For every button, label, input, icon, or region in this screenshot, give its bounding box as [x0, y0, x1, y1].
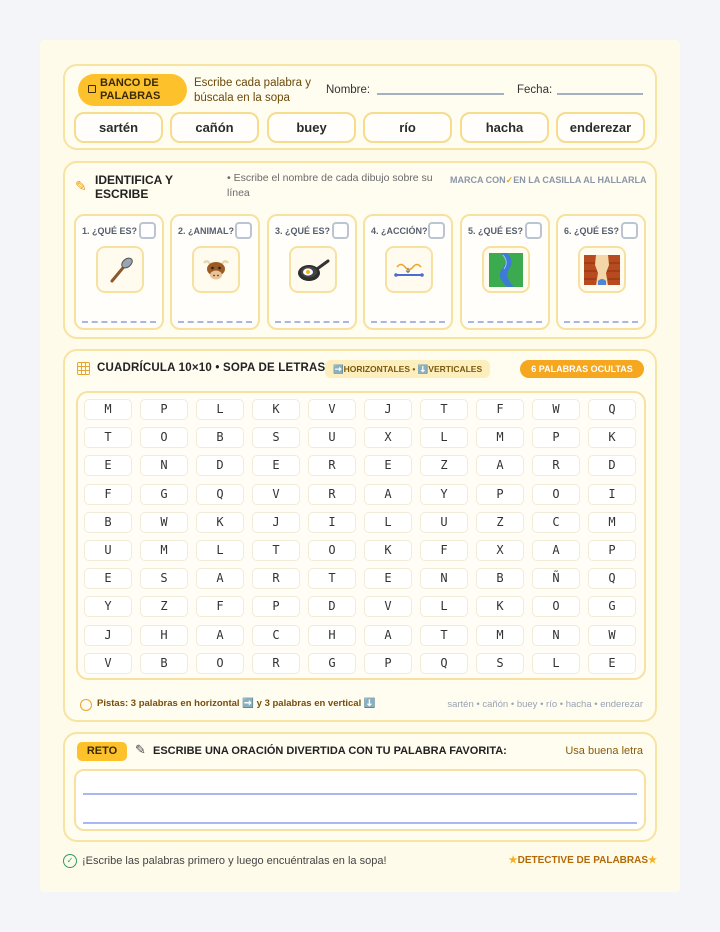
hidden-count-badge: 6 PALABRAS OCULTAS: [520, 360, 644, 378]
grid-cell[interactable]: G: [588, 596, 636, 617]
grid-cell[interactable]: A: [476, 455, 524, 476]
grid-icon: [77, 362, 90, 375]
grid-cell[interactable]: V: [252, 484, 300, 505]
grid-cell[interactable]: J: [84, 625, 132, 646]
found-checkbox[interactable]: [621, 222, 638, 239]
grid-cell[interactable]: Y: [420, 484, 468, 505]
grid-cell[interactable]: Z: [476, 512, 524, 533]
grid-cell[interactable]: G: [140, 484, 188, 505]
found-checkbox[interactable]: [139, 222, 156, 239]
grid-cell[interactable]: P: [532, 427, 580, 448]
star-icon: ★: [648, 855, 657, 866]
grid-cell[interactable]: J: [252, 512, 300, 533]
grid-cell[interactable]: E: [588, 653, 636, 674]
grid-cell[interactable]: O: [196, 653, 244, 674]
answer-line[interactable]: [371, 321, 445, 323]
grid-cell[interactable]: U: [308, 427, 356, 448]
mark-instruction: MARCA CON✓EN LA CASILLA AL HALLARLA: [450, 175, 647, 185]
grid-cell[interactable]: D: [588, 455, 636, 476]
grid-cell[interactable]: K: [252, 399, 300, 420]
date-label: Fecha:: [517, 84, 553, 96]
grid-cell[interactable]: E: [364, 455, 412, 476]
grid-cell[interactable]: Y: [84, 596, 132, 617]
check-circle-icon: ✓: [63, 854, 77, 868]
grid-cell[interactable]: T: [84, 427, 132, 448]
found-checkbox[interactable]: [235, 222, 252, 239]
grid-cell[interactable]: K: [476, 596, 524, 617]
grid-cell[interactable]: R: [532, 455, 580, 476]
grid-cell[interactable]: T: [308, 568, 356, 589]
word-chip: sartén: [74, 112, 163, 143]
grid-cell[interactable]: Ñ: [532, 568, 580, 589]
found-checkbox[interactable]: [332, 222, 349, 239]
grid-cell[interactable]: S: [252, 427, 300, 448]
word-search-panel: [63, 349, 657, 722]
grid-cell[interactable]: L: [420, 427, 468, 448]
star-icon: ★: [508, 855, 518, 866]
grid-cell[interactable]: T: [420, 625, 468, 646]
grid-cell[interactable]: C: [252, 625, 300, 646]
grid-cell[interactable]: O: [308, 540, 356, 561]
frying-pan-icon: [289, 246, 337, 293]
grid-cell[interactable]: N: [140, 455, 188, 476]
footer-title: ★DETECTIVE DE PALABRAS★: [508, 855, 657, 866]
answer-line[interactable]: [178, 321, 252, 323]
grid-cell[interactable]: X: [364, 427, 412, 448]
grid-cell[interactable]: I: [308, 512, 356, 533]
grid-cell[interactable]: T: [420, 399, 468, 420]
identify-panel: [63, 161, 657, 339]
grid-cell[interactable]: E: [84, 455, 132, 476]
picture-card: [363, 214, 453, 330]
picture-card: [267, 214, 357, 330]
grid-cell[interactable]: F: [420, 540, 468, 561]
grid-cell[interactable]: N: [532, 625, 580, 646]
grid-cell[interactable]: O: [140, 427, 188, 448]
grid-cell[interactable]: F: [476, 399, 524, 420]
grid-cell[interactable]: K: [196, 512, 244, 533]
picture-card: [170, 214, 260, 330]
grid-cell[interactable]: B: [84, 512, 132, 533]
worksheet-page: [40, 40, 680, 892]
grid-cell[interactable]: S: [476, 653, 524, 674]
grid-cell[interactable]: M: [84, 399, 132, 420]
card-label: 3. ¿QUÉ ES?: [275, 226, 331, 236]
grid-cell[interactable]: F: [196, 596, 244, 617]
pencil-tag-icon: ✎: [75, 179, 87, 195]
answer-line[interactable]: [82, 321, 156, 323]
grid-cell[interactable]: P: [476, 484, 524, 505]
grid-cell[interactable]: R: [308, 455, 356, 476]
grid-cell[interactable]: D: [308, 596, 356, 617]
name-field[interactable]: [377, 93, 504, 95]
directions-badge: ➡️HORIZONTALES • ⬇️VERTICALES: [325, 360, 490, 378]
word-list: sartén • cañón • buey • río • hacha • enderezar: [447, 699, 643, 710]
grid-cell[interactable]: A: [364, 625, 412, 646]
card-label: 5. ¿QUÉ ES?: [468, 226, 524, 236]
grid-cell[interactable]: P: [588, 540, 636, 561]
grid-cell[interactable]: S: [140, 568, 188, 589]
grid-cell[interactable]: L: [364, 512, 412, 533]
grid-cell[interactable]: X: [476, 540, 524, 561]
grid-cell[interactable]: L: [420, 596, 468, 617]
word-chip: enderezar: [556, 112, 645, 143]
grid-cell[interactable]: E: [252, 455, 300, 476]
card-label: 2. ¿ANIMAL?: [178, 226, 234, 236]
grid-cell[interactable]: R: [252, 653, 300, 674]
pencil-icon: ✎: [135, 743, 146, 758]
word-bank-panel: [63, 64, 657, 150]
grid-cell[interactable]: H: [140, 625, 188, 646]
grid-cell[interactable]: C: [532, 512, 580, 533]
word-search-title: CUADRÍCULA 10×10 • SOPA DE LETRAS: [97, 362, 326, 374]
grid-cell[interactable]: Q: [420, 653, 468, 674]
grid-cell[interactable]: W: [532, 399, 580, 420]
answer-line[interactable]: [564, 321, 638, 323]
grid-cell[interactable]: A: [196, 568, 244, 589]
picture-card: [460, 214, 550, 330]
grid-cell[interactable]: D: [196, 455, 244, 476]
word-chip: río: [363, 112, 452, 143]
challenge-hint: Usa buena letra: [565, 745, 643, 757]
challenge-title: ESCRIBE UNA ORACIÓN DIVERTIDA CON TU PALABRA FAVORITA:: [153, 745, 507, 757]
grid-cell[interactable]: I: [588, 484, 636, 505]
grid-cell[interactable]: A: [364, 484, 412, 505]
check-icon: ✓: [505, 175, 514, 185]
footer-message: ¡Escribe las palabras primero y luego encuéntralas en la sopa!: [82, 855, 387, 867]
letter-grid: [76, 391, 646, 680]
word-bank-instruction: Escribe cada palabra y búscala en la sopa: [194, 77, 311, 104]
word-bank-badge: [78, 74, 187, 106]
card-label: 4. ¿ACCIÓN?: [371, 226, 428, 236]
hint-text: Pistas: 3 palabras en horizontal ➡️ y 3 palabras en vertical ⬇️: [97, 698, 376, 709]
book-icon: [88, 85, 96, 93]
grid-cell[interactable]: E: [364, 568, 412, 589]
picture-card: [74, 214, 164, 330]
grid-cell[interactable]: N: [420, 568, 468, 589]
answer-line[interactable]: [275, 321, 349, 323]
grid-cell[interactable]: K: [588, 427, 636, 448]
grid-cell[interactable]: F: [84, 484, 132, 505]
grid-cell[interactable]: W: [588, 625, 636, 646]
grid-cell[interactable]: L: [196, 399, 244, 420]
grid-cell[interactable]: R: [308, 484, 356, 505]
grid-cell[interactable]: B: [476, 568, 524, 589]
grid-cell[interactable]: P: [252, 596, 300, 617]
card-label: 1. ¿QUÉ ES?: [82, 226, 138, 236]
grid-cell[interactable]: P: [140, 399, 188, 420]
grid-cell[interactable]: T: [252, 540, 300, 561]
grid-cell[interactable]: O: [532, 484, 580, 505]
grid-cell[interactable]: Q: [588, 568, 636, 589]
grid-cell[interactable]: O: [532, 596, 580, 617]
answer-line[interactable]: [468, 321, 542, 323]
ox-icon: [192, 246, 240, 293]
name-label: Nombre:: [326, 84, 371, 96]
grid-cell[interactable]: M: [476, 427, 524, 448]
grid-cell[interactable]: E: [84, 568, 132, 589]
grid-cell[interactable]: V: [364, 596, 412, 617]
grid-cell[interactable]: K: [364, 540, 412, 561]
word-bank-title: BANCO DE PALABRAS: [100, 77, 161, 102]
sentence-writing-area[interactable]: [74, 769, 646, 831]
grid-cell[interactable]: B: [196, 427, 244, 448]
river-icon: [482, 246, 530, 293]
grid-cell[interactable]: A: [532, 540, 580, 561]
grid-cell[interactable]: M: [588, 512, 636, 533]
compass-icon: [80, 699, 92, 711]
grid-cell[interactable]: Z: [420, 455, 468, 476]
challenge-badge: RETO: [77, 742, 127, 761]
found-checkbox[interactable]: [428, 222, 445, 239]
challenge-panel: [63, 732, 657, 842]
grid-cell[interactable]: H: [308, 625, 356, 646]
grid-cell[interactable]: Q: [588, 399, 636, 420]
grid-cell[interactable]: L: [196, 540, 244, 561]
canyon-icon: [578, 246, 626, 293]
grid-cell[interactable]: A: [196, 625, 244, 646]
card-label: 6. ¿QUÉ ES?: [564, 226, 620, 236]
writing-line: [83, 822, 637, 824]
straighten-line-icon: [385, 246, 433, 293]
word-chip: hacha: [460, 112, 549, 143]
grid-cell[interactable]: W: [140, 512, 188, 533]
grid-cell[interactable]: V: [308, 399, 356, 420]
writing-line: [83, 793, 637, 795]
grid-cell[interactable]: G: [308, 653, 356, 674]
grid-cell[interactable]: L: [532, 653, 580, 674]
picture-card: [556, 214, 646, 330]
grid-cell[interactable]: U: [420, 512, 468, 533]
date-field[interactable]: [557, 93, 643, 95]
grid-cell[interactable]: Q: [196, 484, 244, 505]
found-checkbox[interactable]: [525, 222, 542, 239]
identify-title: IDENTIFICA Y ESCRIBE: [95, 173, 173, 201]
grid-cell[interactable]: B: [140, 653, 188, 674]
word-chip: cañón: [170, 112, 259, 143]
grid-cell[interactable]: R: [252, 568, 300, 589]
grid-cell[interactable]: P: [364, 653, 412, 674]
word-chip: buey: [267, 112, 356, 143]
identify-instruction: • Escribe el nombre de cada dibujo sobre su línea: [227, 172, 433, 199]
grid-cell[interactable]: M: [140, 540, 188, 561]
grid-cell[interactable]: V: [84, 653, 132, 674]
grid-cell[interactable]: M: [476, 625, 524, 646]
axe-icon: [96, 246, 144, 293]
grid-cell[interactable]: Z: [140, 596, 188, 617]
grid-cell[interactable]: U: [84, 540, 132, 561]
grid-cell[interactable]: J: [364, 399, 412, 420]
